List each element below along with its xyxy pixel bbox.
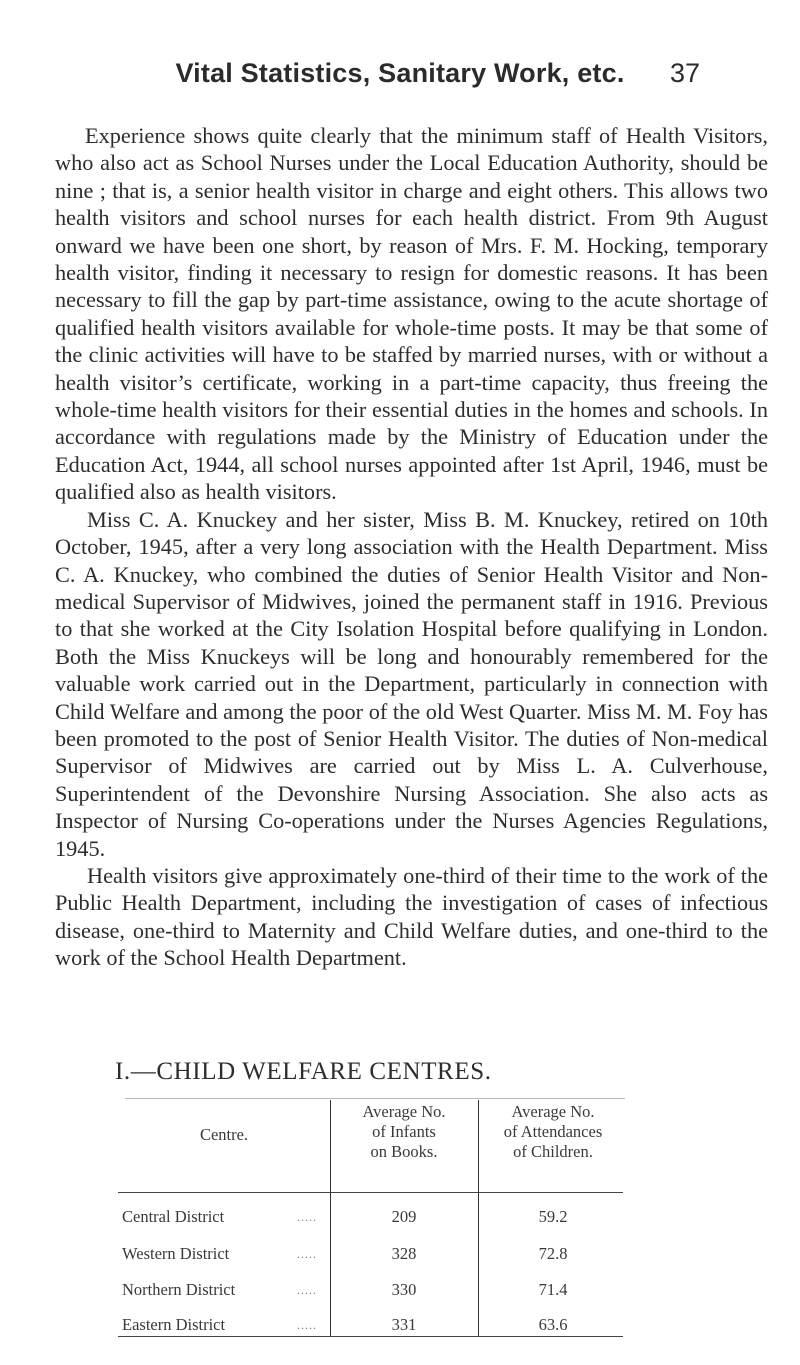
- header-infants: [330, 1102, 478, 1162]
- table-cell-infants: 209: [391, 1207, 417, 1226]
- paragraph-staffing: Experience shows quite clearly that the minimum staff of Health Visitors, who also act as School Nurses under the Local Education Authority, should be nine ; that is, a senior health visitor in charge and eight others. This allows two health visitors and school nurses for each health district. From 9th August onward we have been one short, by reason of Mrs. F. M. Hocking, temporary health visitor, finding it necessary to resign for domestic reasons. It has been necessary to fill the gap by part-time assistance, owing to the acute shortage of qualified health visitors available for whole-time posts. It may be that some of the clinic activities will have to be staffed by married nurses, with or without a health visitor’s certificate, working in a part-time capacity, thus freeing the whole-time health visitors for their essential duties in the homes and schools. In accordance with regulations made by the Ministry of Education under the Education Act, 1944, all school nurses appointed after 1st April, 1946, must be qualified also as health visitors.: [55, 123, 768, 505]
- paragraph-knuckey-retirement: Miss C. A. Knuckey and her sister, Miss B. M. Knuckey, retired on 10th October, 1945, after a very long association with the Health Department. Miss C. A. Knuckey, who combined the duties of Senior Health Visitor and Non-medical Supervisor of Midwives, joined the permanent staff in 1916. Previous to that she worked at the City Isolation Hospital before qualifying in London. Both the Miss Knuckeys will be long and honourably remembered for the valuable work carried out in the Department, particularly in connection with Child Welfare and among the poor of the old West Quarter. Miss M. M. Foy has been promoted to the post of Senior Health Visitor. The duties of Non-medical Supervisor of Midwives are carried out by Miss L. A. Culverhouse, Superintendent of the Devonshire Nursing Association. She also acts as Inspector of Nursing Co-operations under the Nurses Agencies Regulations, 1945.: [55, 506, 768, 861]
- paragraph-time-allocation: Health visitors give approximately one-third of their time to the work of the Public Health Department, including the investigation of cases of infectious disease, one-third to Maternity and Child Welfare duties, and one-third to the work of the School Health Department.: [55, 862, 768, 971]
- header-infants-line-2: of Infants: [372, 1122, 436, 1141]
- table-cell-attendances: 72.8: [538, 1244, 568, 1263]
- page-number: 37: [669, 58, 700, 88]
- header-attendances-line-1: Average No.: [511, 1102, 595, 1121]
- leader-dots: .....: [297, 1247, 317, 1261]
- table-bottom-rule: [118, 1336, 623, 1337]
- table-row-centre: Western District .....: [122, 1244, 317, 1263]
- table-cell-infants: 331: [391, 1315, 417, 1334]
- table-cell-attendances: 63.6: [538, 1315, 568, 1334]
- leader-dots: .....: [297, 1318, 317, 1332]
- header-infants-line-1: Average No.: [362, 1102, 446, 1121]
- table-top-rule: [125, 1098, 625, 1099]
- header-infants-line-3: on Books.: [370, 1142, 438, 1161]
- body-text: [55, 122, 768, 972]
- table-header-rule: [118, 1192, 623, 1193]
- table-cell-infants: 328: [391, 1244, 417, 1263]
- header-centre: Centre.: [199, 1125, 249, 1144]
- table-row-centre: Eastern District .....: [122, 1315, 317, 1334]
- table-cell-attendances: 59.2: [538, 1207, 568, 1226]
- running-header: [0, 58, 800, 98]
- table-row-centre: Northern District .....: [122, 1280, 317, 1299]
- leader-dots: .....: [297, 1283, 317, 1297]
- header-attendances-line-3: of Children.: [513, 1142, 593, 1161]
- header-attendances: [478, 1102, 628, 1162]
- table-cell-attendances: 71.4: [538, 1280, 568, 1299]
- header-title: Vital Statistics, Sanitary Work, etc.: [175, 58, 625, 88]
- table-row-centre: Central District .....: [122, 1207, 317, 1226]
- leader-dots: .....: [297, 1210, 317, 1224]
- section-title: I.—CHILD WELFARE CENTRES.: [115, 1058, 492, 1085]
- table-cell-infants: 330: [391, 1280, 417, 1299]
- header-attendances-line-2: of Attendances: [503, 1122, 603, 1141]
